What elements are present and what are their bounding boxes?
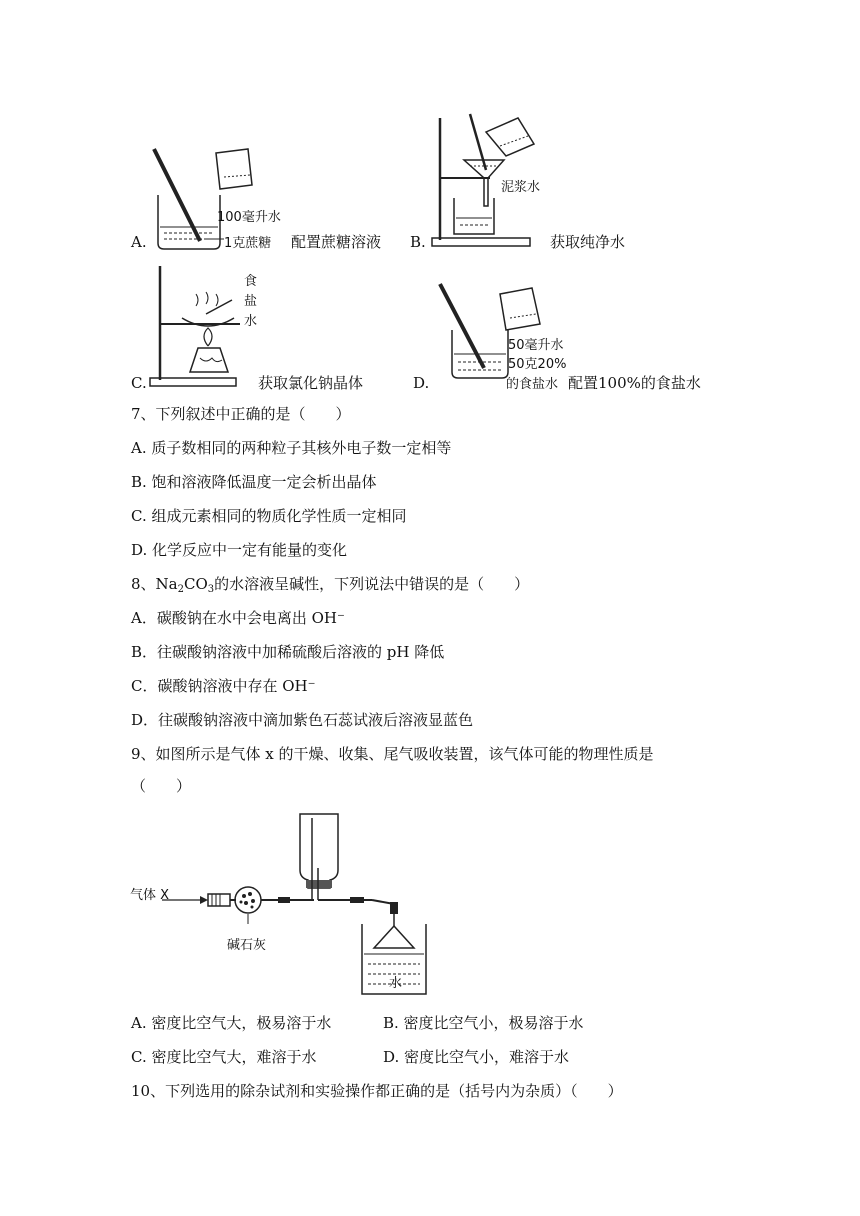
option-caption: 获取氯化钠晶体 bbox=[258, 374, 364, 392]
option-a: A. 质子数相同的两种粒子其核外电子数一定相等 bbox=[131, 439, 452, 457]
option-d: D. 化学反应中一定有能量的变化 bbox=[131, 541, 348, 559]
option-letter: D. bbox=[413, 374, 430, 392]
option-d: D．往碳酸钠溶液中滴加紫色石蕊试液后溶液显蓝色 bbox=[131, 711, 474, 729]
label-salt: 食 bbox=[244, 274, 258, 289]
label-gas-x: 气体 X bbox=[130, 888, 170, 903]
option-a: A. 密度比空气大，极易溶于水 bbox=[131, 1014, 332, 1032]
option-letter: C. bbox=[131, 374, 147, 392]
evaporation-apparatus-icon bbox=[148, 262, 258, 392]
option-caption: 获取纯净水 bbox=[550, 233, 626, 251]
label-50g-20pct: 50克20% bbox=[508, 357, 567, 372]
label-salt: 盐 bbox=[244, 294, 258, 309]
label-1g-sugar: 1克蔗糖 bbox=[224, 236, 272, 251]
label-100ml-water: 100毫升水 bbox=[217, 210, 281, 225]
option-caption: 配置100%的食盐水 bbox=[568, 374, 701, 392]
question-10-stem: 10、下列选用的除杂试剂和实验操作都正确的是（括号内为杂质）（ ） bbox=[131, 1082, 623, 1100]
option-a: A．碳酸钠在水中会电离出 OH⁻ bbox=[131, 609, 345, 627]
label-50ml-water: 50毫升水 bbox=[508, 338, 564, 353]
label-water: 水 bbox=[389, 976, 403, 991]
question-stem-cont: （ ） bbox=[131, 777, 192, 795]
label-salt: 水 bbox=[244, 314, 258, 329]
option-b: B. 饱和溶液降低温度一定会析出晶体 bbox=[131, 473, 377, 491]
option-b: B. 密度比空气小，极易溶于水 bbox=[383, 1014, 584, 1032]
option-b: B．往碳酸钠溶液中加稀硫酸后溶液的 pH 降低 bbox=[131, 643, 445, 661]
question-stem: 9、如图所示是气体 x 的干燥、收集、尾气吸收装置，该气体可能的物理性质是 bbox=[131, 745, 654, 763]
option-d: D. 密度比空气小，难溶于水 bbox=[383, 1048, 570, 1066]
label-soda-lime: 碱石灰 bbox=[227, 938, 267, 953]
label-mud-water: 泥浆水 bbox=[501, 180, 541, 195]
label-salt-solution: 的食盐水 bbox=[506, 377, 559, 392]
option-caption: 配置蔗糖溶液 bbox=[291, 233, 382, 251]
option-c: C. 密度比空气大，难溶于水 bbox=[131, 1048, 317, 1066]
option-letter: B. bbox=[410, 233, 426, 251]
question-stem: 7、下列叙述中正确的是（ ） bbox=[131, 405, 351, 423]
option-c: C．碳酸钠溶液中存在 OH⁻ bbox=[131, 677, 316, 695]
filtration-apparatus-icon bbox=[430, 110, 560, 250]
option-letter: A. bbox=[131, 233, 147, 251]
question-stem: 8、$Na_2CO_3$的水溶液呈碱性，下列说法中错误的是（ ） bbox=[131, 575, 530, 595]
option-c: C. 组成元素相同的物质化学性质一定相同 bbox=[131, 507, 407, 525]
gas-collection-apparatus-icon bbox=[128, 808, 448, 998]
